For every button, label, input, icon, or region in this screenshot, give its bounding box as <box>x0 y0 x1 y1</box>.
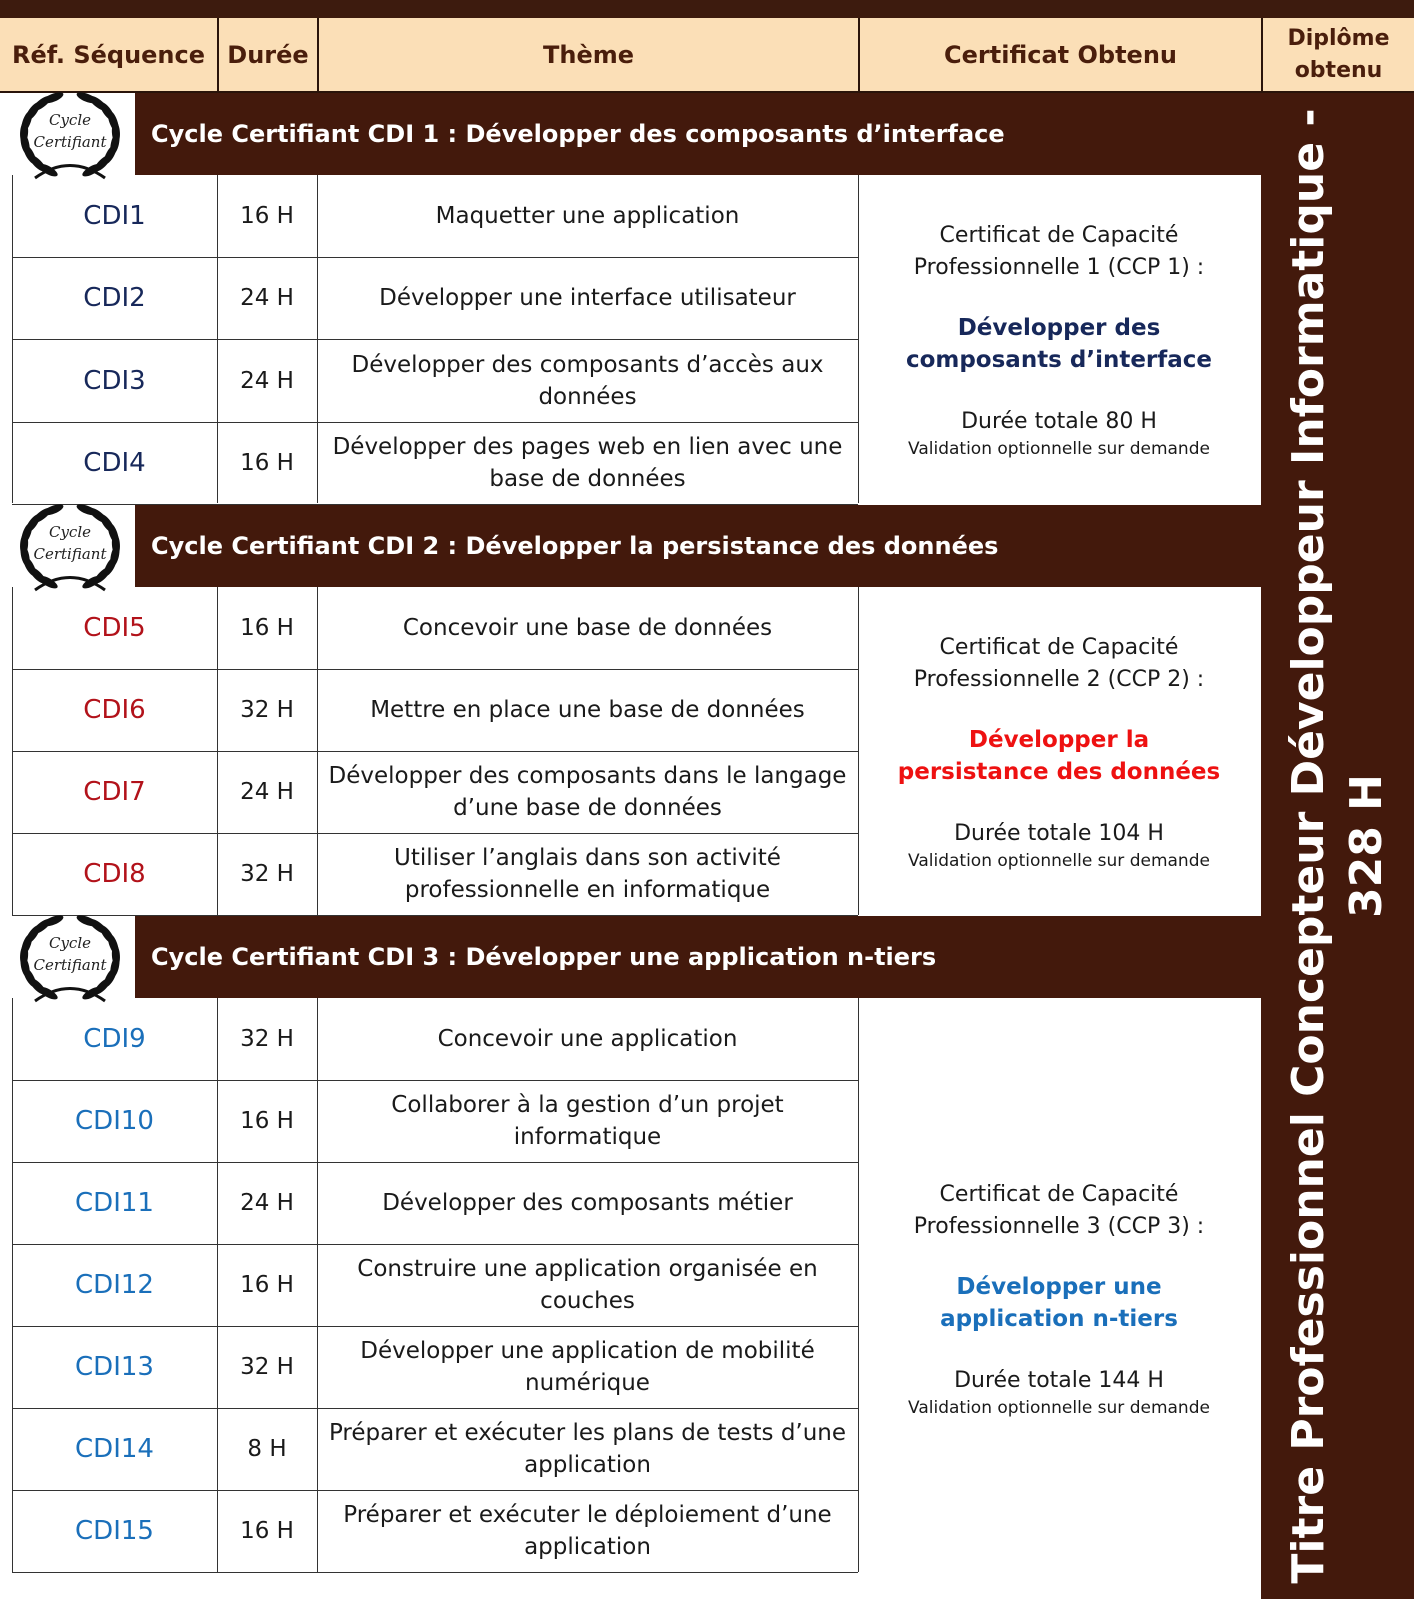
svg-text:Certifiant: Certifiant <box>33 133 107 151</box>
table-row-ref: CDI10 <box>75 1106 154 1136</box>
cycle-title: Cycle Certifiant CDI 3 : Développer une application n-tiers <box>151 943 937 971</box>
column-divider <box>317 998 318 1572</box>
table-row-ref: CDI1 <box>83 201 146 231</box>
certificate-ccp: Certificat de Capacité Professionnelle 3 (CCP 3) : <box>913 1181 1205 1239</box>
table-row-theme: Développer des pages web en lien avec une base de données <box>332 434 843 492</box>
table-row-theme: Concevoir une base de données <box>402 615 773 641</box>
column-divider <box>317 175 318 503</box>
table-row-theme: Construire une application organisée en couches <box>357 1256 818 1314</box>
table-row-duree: 16 H <box>240 1108 294 1134</box>
table-row-duree: 32 H <box>240 861 294 887</box>
header-theme: Thème <box>317 18 858 93</box>
table-row-duree: 24 H <box>240 285 294 311</box>
header-ref: Réf. Séquence <box>0 18 217 93</box>
table-row-ref: CDI3 <box>83 366 146 396</box>
table-row-duree: 16 H <box>240 450 294 476</box>
cycle-band <box>135 93 1261 175</box>
table-row-theme: Développer des composants dans le langage d’une base de données <box>328 763 847 821</box>
table-row-duree: 16 H <box>240 1518 294 1544</box>
certificate-optional: Validation optionnelle sur demande <box>908 439 1210 459</box>
table-row-duree: 16 H <box>240 615 294 641</box>
diplome-title <box>1280 106 1396 1586</box>
diplome-column <box>1261 93 1414 1599</box>
column-divider <box>217 175 218 503</box>
column-divider <box>12 587 13 915</box>
table-row-ref: CDI5 <box>83 613 146 643</box>
table-row-duree: 24 H <box>240 368 294 394</box>
row-divider <box>12 1572 858 1573</box>
top-bar <box>0 0 1414 18</box>
certificate-ccp: Certificat de Capacité Professionnelle 1 (CCP 1) : <box>913 223 1205 280</box>
table-row-duree: 16 H <box>240 203 294 229</box>
certificate-cell <box>858 175 1260 505</box>
cycle-title: Cycle Certifiant CDI 2 : Développer la persistance des données <box>151 532 999 560</box>
table-row-theme: Développer des composants métier <box>382 1190 793 1216</box>
svg-text:Cycle: Cycle <box>48 111 92 129</box>
certificate-ccp: Certificat de Capacité Professionnelle 2 (CCP 2) : <box>913 635 1205 692</box>
laurel-wreath-icon <box>0 83 140 183</box>
certificate-total: Durée totale 104 H <box>954 821 1164 846</box>
diplome-line1: Titre Professionnel Concepteur Développeur Informatique - <box>1282 108 1334 1584</box>
certificate-title: Développer une application n-tiers <box>940 1273 1178 1332</box>
table-row-theme: Collaborer à la gestion d’un projet informatique <box>391 1092 784 1150</box>
table-row-theme: Préparer et exécuter le déploiement d’une application <box>343 1502 832 1560</box>
certificate-optional: Validation optionnelle sur demande <box>908 1397 1210 1418</box>
svg-text:Cycle: Cycle <box>48 934 92 952</box>
column-divider <box>317 587 318 915</box>
cycle-band <box>135 916 1261 998</box>
svg-text:Cycle: Cycle <box>48 523 92 541</box>
table-row-ref: CDI9 <box>83 1024 146 1054</box>
diplome-line2: 328 H <box>1340 774 1392 918</box>
certificate-optional: Validation optionnelle sur demande <box>908 851 1210 871</box>
table-row-ref: CDI12 <box>75 1270 154 1300</box>
laurel-wreath-icon <box>0 906 140 1006</box>
certificate-total: Durée totale 80 H <box>961 409 1157 434</box>
certificate-title: Développer la persistance des données <box>897 727 1221 785</box>
table-row-theme: Développer une application de mobilité numérique <box>360 1338 815 1396</box>
column-divider <box>217 587 218 915</box>
table-row-theme: Concevoir une application <box>437 1026 738 1052</box>
table-row-theme: Développer des composants d’accès aux données <box>351 352 824 410</box>
certificate-cell <box>858 998 1260 1599</box>
table-row-theme: Préparer et exécuter les plans de tests d’une application <box>328 1420 847 1478</box>
table-row-ref: CDI15 <box>75 1516 154 1546</box>
header-cert: Certificat Obtenu <box>858 18 1261 93</box>
table-row-theme: Mettre en place une base de données <box>370 697 805 723</box>
svg-text:Certifiant: Certifiant <box>33 956 107 974</box>
column-divider <box>217 998 218 1572</box>
header-duree: Durée <box>217 18 317 93</box>
table-row-duree: 32 H <box>240 697 294 723</box>
cycle-band <box>135 505 1261 587</box>
table-row-duree: 8 H <box>247 1436 287 1462</box>
table-row-ref: CDI13 <box>75 1352 154 1382</box>
column-divider <box>12 998 13 1572</box>
table-row-theme: Développer une interface utilisateur <box>379 285 796 311</box>
laurel-wreath-icon <box>0 495 140 595</box>
table-row-duree: 32 H <box>240 1026 294 1052</box>
table-row-theme: Utiliser l’anglais dans son activité professionnelle en informatique <box>394 845 781 903</box>
table-row-duree: 16 H <box>240 1272 294 1298</box>
table-row-duree: 32 H <box>240 1354 294 1380</box>
header-diplome: Diplôme obtenu <box>1261 18 1414 93</box>
table-row-duree: 24 H <box>240 779 294 805</box>
table-row-ref: CDI4 <box>83 448 146 478</box>
certificate-title: Développer des composants d’interface <box>905 315 1213 373</box>
certificate-cell <box>858 587 1260 917</box>
table-row-duree: 24 H <box>240 1190 294 1216</box>
table-row-ref: CDI8 <box>83 859 146 889</box>
table-row-ref: CDI2 <box>83 283 146 313</box>
table-row-ref: CDI6 <box>83 695 146 725</box>
column-divider <box>12 175 13 503</box>
table-row-ref: CDI14 <box>75 1434 154 1464</box>
certificate-total: Durée totale 144 H <box>954 1367 1164 1393</box>
cycle-title: Cycle Certifiant CDI 1 : Développer des composants d’interface <box>151 120 1005 148</box>
table-row-ref: CDI11 <box>75 1188 154 1218</box>
table-row-ref: CDI7 <box>83 777 146 807</box>
svg-text:Certifiant: Certifiant <box>33 545 107 563</box>
table-row-theme: Maquetter une application <box>435 203 740 229</box>
